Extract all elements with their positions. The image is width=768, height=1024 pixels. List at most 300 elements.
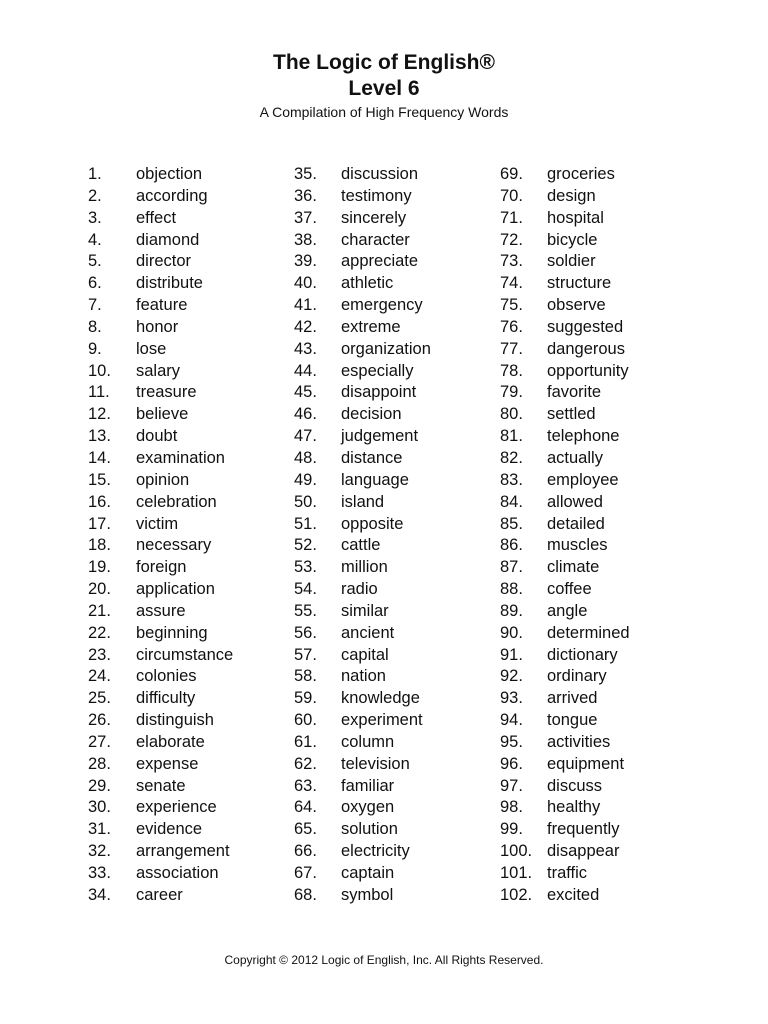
word-number: 19. bbox=[88, 558, 111, 577]
word-text: healthy bbox=[547, 798, 601, 817]
word-column-1 bbox=[88, 164, 283, 907]
word-text: climate bbox=[547, 558, 600, 577]
word-number: 44. bbox=[294, 361, 317, 380]
word-number: 76. bbox=[500, 317, 523, 336]
word-text: detailed bbox=[547, 514, 605, 533]
word-number: 36. bbox=[294, 186, 317, 205]
word-number: 70. bbox=[500, 186, 523, 205]
word-list-item bbox=[294, 754, 494, 776]
word-list-item bbox=[500, 819, 710, 841]
word-list-item bbox=[294, 208, 494, 230]
word-text: traffic bbox=[547, 864, 588, 882]
word-number: 1. bbox=[88, 165, 102, 183]
word-text: testimony bbox=[341, 186, 412, 205]
word-number: 43. bbox=[294, 339, 317, 358]
word-number: 93. bbox=[500, 689, 523, 708]
word-number: 63. bbox=[294, 776, 317, 795]
word-list-item bbox=[294, 230, 494, 252]
word-list-item bbox=[294, 601, 494, 623]
word-list-item bbox=[500, 710, 710, 732]
word-list-item bbox=[88, 492, 283, 514]
word-number: 26. bbox=[88, 711, 111, 730]
word-text: effect bbox=[136, 208, 177, 227]
word-text: assure bbox=[136, 601, 186, 620]
word-list-item bbox=[88, 382, 283, 404]
word-list-item bbox=[88, 535, 283, 557]
word-number: 16. bbox=[88, 492, 111, 511]
word-text: language bbox=[341, 470, 409, 489]
word-text: design bbox=[547, 186, 596, 205]
word-list-item bbox=[294, 732, 494, 754]
word-list-item bbox=[500, 666, 710, 688]
word-text: electricity bbox=[341, 842, 410, 861]
word-number: 24. bbox=[88, 667, 111, 686]
word-number: 79. bbox=[500, 383, 523, 402]
word-list-item bbox=[294, 492, 494, 514]
word-list-item bbox=[88, 885, 283, 907]
word-list-item bbox=[500, 426, 710, 448]
word-text: extreme bbox=[341, 317, 401, 336]
word-text: nation bbox=[341, 667, 386, 686]
word-list-item bbox=[294, 885, 494, 907]
word-text: feature bbox=[136, 296, 188, 315]
word-number: 77. bbox=[500, 339, 523, 358]
word-list-item bbox=[500, 230, 710, 252]
word-list-item bbox=[88, 776, 283, 798]
word-text: colonies bbox=[136, 667, 197, 686]
word-list-item bbox=[500, 295, 710, 317]
word-number: 39. bbox=[294, 252, 317, 271]
word-list-item bbox=[88, 295, 283, 317]
word-list-item bbox=[294, 317, 494, 339]
word-text: determined bbox=[547, 623, 630, 642]
word-list-item bbox=[294, 404, 494, 426]
word-text: director bbox=[136, 252, 192, 271]
word-text: radio bbox=[341, 580, 378, 599]
word-text: experiment bbox=[341, 711, 423, 730]
word-text: opportunity bbox=[547, 361, 629, 380]
word-text: salary bbox=[136, 361, 181, 380]
word-list-item bbox=[294, 514, 494, 536]
word-number: 68. bbox=[294, 885, 317, 904]
word-text: allowed bbox=[547, 492, 603, 511]
word-text: lose bbox=[136, 339, 167, 358]
word-list-item bbox=[500, 535, 710, 557]
word-number: 7. bbox=[88, 296, 102, 315]
word-list-item bbox=[88, 448, 283, 470]
level-heading: Level 6 bbox=[348, 77, 420, 100]
word-text: island bbox=[341, 492, 385, 511]
word-text: solution bbox=[341, 820, 398, 839]
word-text: similar bbox=[341, 601, 389, 620]
word-text: victim bbox=[136, 514, 179, 533]
word-text: examination bbox=[136, 448, 225, 467]
word-list-item bbox=[294, 361, 494, 383]
word-number: 82. bbox=[500, 448, 523, 467]
word-column-3 bbox=[500, 164, 710, 907]
word-number: 21. bbox=[88, 601, 111, 620]
word-number: 33. bbox=[88, 864, 111, 882]
word-text: emergency bbox=[341, 296, 423, 315]
word-list-item bbox=[500, 514, 710, 536]
word-number: 46. bbox=[294, 405, 317, 424]
word-number: 5. bbox=[88, 252, 102, 271]
word-text: television bbox=[341, 754, 410, 773]
word-list-item bbox=[88, 426, 283, 448]
word-text: oxygen bbox=[341, 798, 395, 817]
word-list-item bbox=[88, 339, 283, 361]
word-list-item bbox=[500, 186, 710, 208]
word-number: 95. bbox=[500, 732, 523, 751]
word-list-item bbox=[294, 819, 494, 841]
word-number: 58. bbox=[294, 667, 317, 686]
word-text: soldier bbox=[547, 252, 596, 271]
word-number: 31. bbox=[88, 820, 111, 839]
word-list-item bbox=[294, 688, 494, 710]
word-list-item bbox=[500, 688, 710, 710]
word-list-item bbox=[88, 251, 283, 273]
word-number: 6. bbox=[88, 274, 102, 293]
word-number: 98. bbox=[500, 798, 523, 817]
word-list-item bbox=[294, 164, 494, 186]
word-list-item bbox=[500, 754, 710, 776]
word-list-item bbox=[500, 841, 710, 863]
word-text: observe bbox=[547, 296, 606, 315]
word-list-item bbox=[500, 273, 710, 295]
word-number: 22. bbox=[88, 623, 111, 642]
word-number: 85. bbox=[500, 514, 523, 533]
page-title: The Logic of English® bbox=[273, 51, 495, 74]
word-number: 99. bbox=[500, 820, 523, 839]
word-text: equipment bbox=[547, 754, 625, 773]
word-number: 102. bbox=[500, 885, 533, 904]
word-text: difficulty bbox=[136, 689, 196, 708]
word-number: 54. bbox=[294, 580, 317, 599]
word-list-item bbox=[88, 623, 283, 645]
word-number: 41. bbox=[294, 296, 317, 315]
word-list-item bbox=[500, 732, 710, 754]
word-number: 4. bbox=[88, 230, 102, 249]
word-number: 14. bbox=[88, 448, 111, 467]
word-number: 25. bbox=[88, 689, 111, 708]
word-list-item bbox=[500, 208, 710, 230]
word-list-item bbox=[88, 841, 283, 863]
word-list-item bbox=[88, 645, 283, 667]
word-list-item bbox=[500, 557, 710, 579]
word-list-item bbox=[500, 623, 710, 645]
word-text: circumstance bbox=[136, 645, 234, 664]
word-text: doubt bbox=[136, 427, 178, 446]
word-list-item bbox=[88, 601, 283, 623]
word-number: 59. bbox=[294, 689, 317, 708]
word-text: honor bbox=[136, 317, 179, 336]
word-number: 13. bbox=[88, 427, 111, 446]
word-list-item bbox=[500, 404, 710, 426]
word-list-item bbox=[294, 623, 494, 645]
word-number: 89. bbox=[500, 601, 523, 620]
word-list-item bbox=[500, 863, 710, 885]
word-list-item bbox=[294, 339, 494, 361]
word-list-item bbox=[294, 666, 494, 688]
copyright-footer: Copyright © 2012 Logic of English, Inc. All Rights Reserved. bbox=[224, 953, 544, 967]
word-text: column bbox=[341, 732, 395, 751]
word-number: 3. bbox=[88, 208, 102, 227]
word-text: evidence bbox=[136, 820, 203, 839]
word-list-item bbox=[500, 776, 710, 798]
word-text: captain bbox=[341, 864, 395, 882]
word-text: opposite bbox=[341, 514, 404, 533]
word-list-item bbox=[88, 470, 283, 492]
word-list-item bbox=[88, 317, 283, 339]
word-list-item bbox=[500, 361, 710, 383]
word-list-item bbox=[500, 317, 710, 339]
word-number: 72. bbox=[500, 230, 523, 249]
word-list-item bbox=[88, 557, 283, 579]
word-list-item bbox=[500, 251, 710, 273]
word-text: capital bbox=[341, 645, 389, 664]
word-list-item bbox=[88, 732, 283, 754]
word-number: 48. bbox=[294, 448, 317, 467]
word-list-item bbox=[500, 470, 710, 492]
word-number: 12. bbox=[88, 405, 111, 424]
word-number: 92. bbox=[500, 667, 523, 686]
word-number: 90. bbox=[500, 623, 523, 642]
word-number: 75. bbox=[500, 296, 523, 315]
word-text: familiar bbox=[341, 776, 395, 795]
word-text: excited bbox=[547, 885, 600, 904]
word-number: 28. bbox=[88, 754, 111, 773]
word-number: 18. bbox=[88, 536, 111, 555]
word-text: sincerely bbox=[341, 208, 407, 227]
word-text: career bbox=[136, 885, 183, 904]
word-number: 62. bbox=[294, 754, 317, 773]
word-number: 73. bbox=[500, 252, 523, 271]
word-text: application bbox=[136, 580, 215, 599]
word-number: 42. bbox=[294, 317, 317, 336]
word-list-item bbox=[88, 710, 283, 732]
word-list-item bbox=[294, 645, 494, 667]
word-text: actually bbox=[547, 448, 603, 467]
word-number: 10. bbox=[88, 361, 111, 380]
word-number: 65. bbox=[294, 820, 317, 839]
word-list-item bbox=[500, 601, 710, 623]
word-number: 80. bbox=[500, 405, 523, 424]
word-text: opinion bbox=[136, 470, 190, 489]
word-text: athletic bbox=[341, 274, 394, 293]
word-text: disappear bbox=[547, 842, 620, 861]
word-number: 84. bbox=[500, 492, 523, 511]
word-text: arrangement bbox=[136, 842, 230, 861]
word-list-item bbox=[294, 797, 494, 819]
word-list-item bbox=[500, 339, 710, 361]
word-list-item bbox=[294, 535, 494, 557]
word-list-item bbox=[88, 863, 283, 885]
word-text: necessary bbox=[136, 536, 212, 555]
page-header bbox=[0, 50, 768, 122]
word-text: treasure bbox=[136, 383, 197, 402]
word-number: 37. bbox=[294, 208, 317, 227]
word-list-item bbox=[88, 208, 283, 230]
word-text: character bbox=[341, 230, 410, 249]
word-number: 56. bbox=[294, 623, 317, 642]
word-number: 38. bbox=[294, 230, 317, 249]
word-list-item bbox=[88, 186, 283, 208]
word-text: symbol bbox=[341, 885, 394, 904]
word-number: 45. bbox=[294, 383, 317, 402]
word-text: according bbox=[136, 186, 208, 205]
word-number: 30. bbox=[88, 798, 111, 817]
word-text: employee bbox=[547, 470, 619, 489]
word-number: 94. bbox=[500, 711, 523, 730]
word-number: 71. bbox=[500, 208, 523, 227]
word-number: 64. bbox=[294, 798, 317, 817]
word-text: discuss bbox=[547, 776, 603, 795]
word-text: favorite bbox=[547, 383, 602, 402]
word-list-item bbox=[500, 382, 710, 404]
word-text: knowledge bbox=[341, 689, 420, 708]
word-list-item bbox=[294, 710, 494, 732]
word-text: decision bbox=[341, 405, 402, 424]
word-list-item bbox=[88, 404, 283, 426]
word-list-item bbox=[294, 841, 494, 863]
word-number: 61. bbox=[294, 732, 317, 751]
word-list-item bbox=[88, 666, 283, 688]
word-text: association bbox=[136, 864, 219, 882]
word-text: ordinary bbox=[547, 667, 607, 686]
word-number: 69. bbox=[500, 165, 523, 183]
word-number: 67. bbox=[294, 864, 317, 882]
word-text: disappoint bbox=[341, 383, 417, 402]
word-number: 29. bbox=[88, 776, 111, 795]
word-list-item bbox=[500, 797, 710, 819]
word-number: 96. bbox=[500, 754, 523, 773]
word-text: ancient bbox=[341, 623, 395, 642]
word-text: telephone bbox=[547, 427, 620, 446]
word-list-item bbox=[88, 754, 283, 776]
word-number: 49. bbox=[294, 470, 317, 489]
word-number: 55. bbox=[294, 601, 317, 620]
word-text: experience bbox=[136, 798, 217, 817]
word-number: 9. bbox=[88, 339, 102, 358]
word-number: 66. bbox=[294, 842, 317, 861]
word-text: diamond bbox=[136, 230, 200, 249]
word-text: dangerous bbox=[547, 339, 625, 358]
word-text: senate bbox=[136, 776, 186, 795]
word-number: 57. bbox=[294, 645, 317, 664]
word-text: judgement bbox=[341, 427, 419, 446]
word-list-item bbox=[294, 382, 494, 404]
word-text: distribute bbox=[136, 274, 203, 293]
word-list-item bbox=[500, 448, 710, 470]
word-text: groceries bbox=[547, 165, 615, 183]
word-text: bicycle bbox=[547, 230, 598, 249]
word-text: muscles bbox=[547, 536, 608, 555]
word-list-item bbox=[88, 164, 283, 186]
word-number: 100. bbox=[500, 842, 533, 861]
word-number: 91. bbox=[500, 645, 523, 664]
word-number: 87. bbox=[500, 558, 523, 577]
word-text: million bbox=[341, 558, 388, 577]
word-text: especially bbox=[341, 361, 414, 380]
word-number: 97. bbox=[500, 776, 523, 795]
word-text: frequently bbox=[547, 820, 620, 839]
word-list-item bbox=[88, 688, 283, 710]
word-number: 101. bbox=[500, 864, 533, 882]
word-number: 40. bbox=[294, 274, 317, 293]
word-text: hospital bbox=[547, 208, 604, 227]
word-list-item bbox=[88, 579, 283, 601]
word-number: 81. bbox=[500, 427, 523, 446]
word-text: distinguish bbox=[136, 711, 214, 730]
word-number: 88. bbox=[500, 580, 523, 599]
word-number: 78. bbox=[500, 361, 523, 380]
word-list-item bbox=[294, 776, 494, 798]
word-text: tongue bbox=[547, 711, 598, 730]
word-list-item bbox=[88, 819, 283, 841]
word-number: 53. bbox=[294, 558, 317, 577]
word-list-item bbox=[294, 579, 494, 601]
word-number: 60. bbox=[294, 711, 317, 730]
word-number: 2. bbox=[88, 186, 102, 205]
word-list-item bbox=[500, 164, 710, 186]
word-list-item bbox=[500, 579, 710, 601]
word-number: 47. bbox=[294, 427, 317, 446]
word-list-item bbox=[294, 251, 494, 273]
word-list-item bbox=[294, 470, 494, 492]
word-list-item bbox=[88, 230, 283, 252]
word-text: distance bbox=[341, 448, 403, 467]
word-list-item bbox=[88, 514, 283, 536]
word-text: discussion bbox=[341, 165, 419, 183]
word-text: foreign bbox=[136, 558, 187, 577]
page-subtitle: A Compilation of High Frequency Words bbox=[259, 104, 509, 120]
word-text: expense bbox=[136, 754, 199, 773]
word-text: dictionary bbox=[547, 645, 618, 664]
word-column-2 bbox=[294, 164, 494, 907]
word-text: believe bbox=[136, 405, 189, 424]
word-list-item bbox=[500, 885, 710, 907]
word-list-item bbox=[88, 361, 283, 383]
word-number: 15. bbox=[88, 470, 111, 489]
word-text: celebration bbox=[136, 492, 217, 511]
word-number: 20. bbox=[88, 580, 111, 599]
word-list-item bbox=[294, 448, 494, 470]
word-number: 74. bbox=[500, 274, 523, 293]
word-number: 35. bbox=[294, 165, 317, 183]
word-number: 83. bbox=[500, 470, 523, 489]
word-list-item bbox=[88, 797, 283, 819]
word-list-item bbox=[294, 557, 494, 579]
word-text: arrived bbox=[547, 689, 598, 708]
word-text: angle bbox=[547, 601, 588, 620]
word-text: structure bbox=[547, 274, 612, 293]
word-text: activities bbox=[547, 732, 611, 751]
word-number: 23. bbox=[88, 645, 111, 664]
word-list-item bbox=[500, 645, 710, 667]
word-text: objection bbox=[136, 165, 203, 183]
word-text: settled bbox=[547, 405, 596, 424]
word-text: elaborate bbox=[136, 732, 205, 751]
word-number: 27. bbox=[88, 732, 111, 751]
word-text: appreciate bbox=[341, 252, 419, 271]
word-number: 51. bbox=[294, 514, 317, 533]
word-number: 32. bbox=[88, 842, 111, 861]
word-text: organization bbox=[341, 339, 431, 358]
word-number: 11. bbox=[88, 383, 110, 402]
word-text: beginning bbox=[136, 623, 208, 642]
word-list-item bbox=[294, 863, 494, 885]
word-number: 17. bbox=[88, 514, 111, 533]
